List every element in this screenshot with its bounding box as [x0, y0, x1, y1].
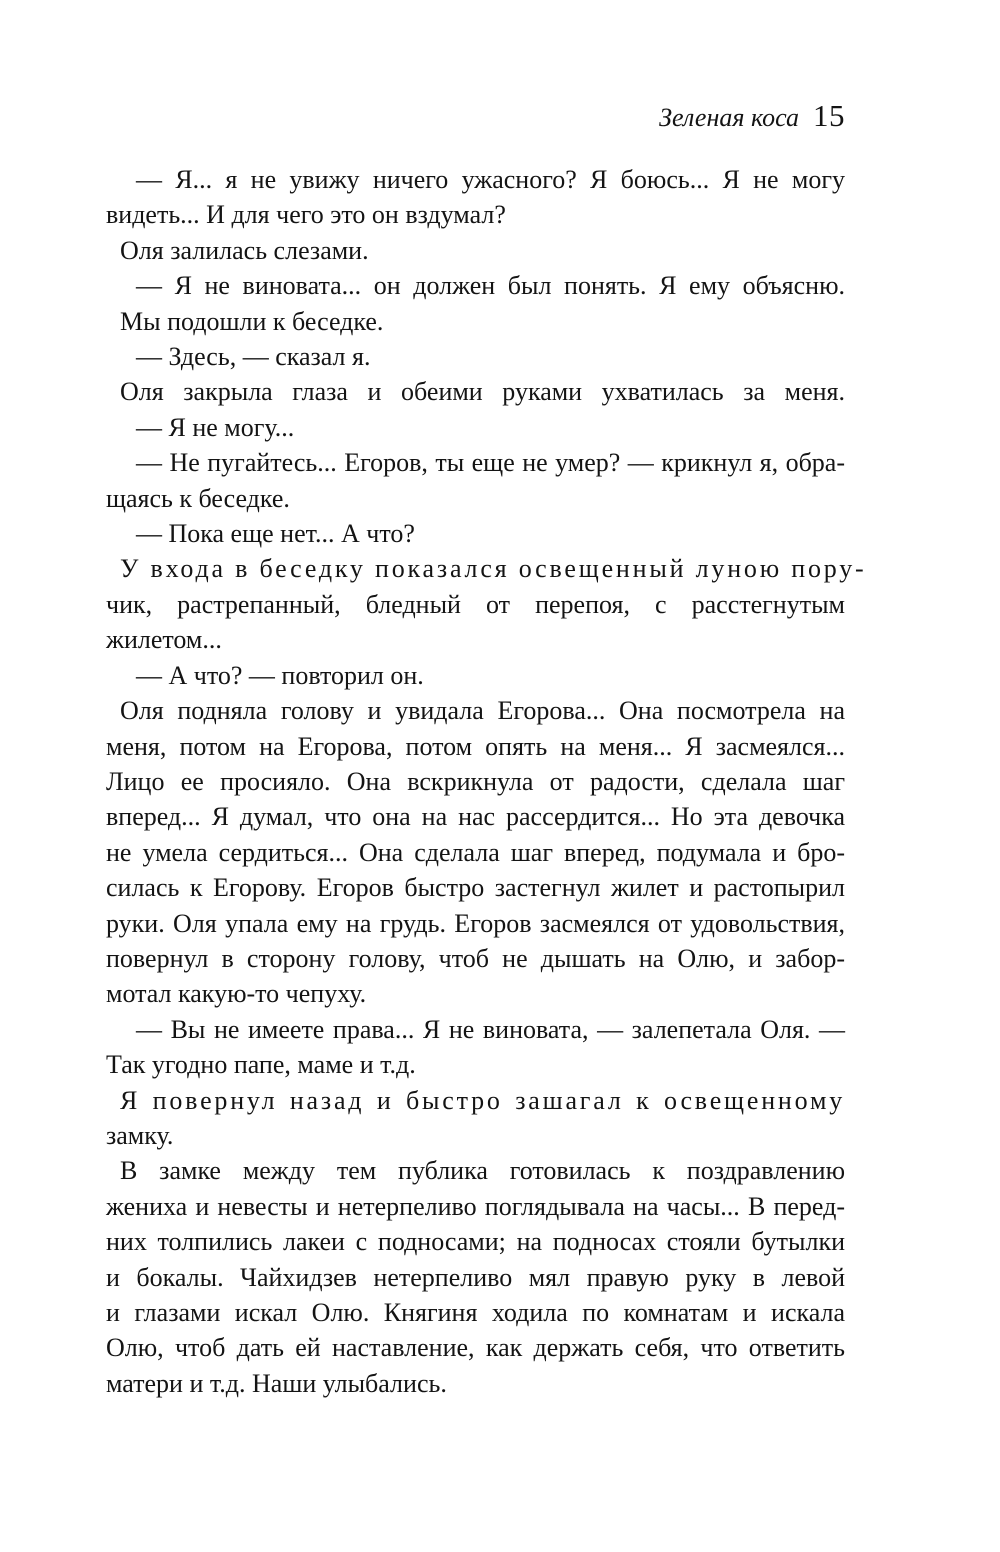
- paragraph-dialog: [106, 339, 845, 374]
- paragraph-narrative: [106, 1083, 845, 1154]
- running-title: Зеленая коса: [659, 103, 799, 132]
- paragraph-narrative: [106, 1153, 845, 1401]
- text-line: не умела сердиться... Она сделала шаг вперед, подумала и бро-: [106, 837, 845, 867]
- paragraph-dialog: [106, 410, 845, 445]
- text-line: Лицо ее просияло. Она вскрикнула от радости, сделала шаг: [106, 766, 845, 796]
- text-line: У входа в беседку показался освещенный луною пору-: [120, 554, 867, 584]
- paragraph-narrative: [106, 233, 845, 268]
- text-line: — Я... я не увижу ничего ужасного? Я боюсь... Я не могу: [136, 165, 845, 194]
- paragraph-narrative: [106, 551, 867, 657]
- text-line: мотал какую-то чепуху.: [106, 979, 367, 1009]
- text-line: матери и т.д. Наши улыбались.: [106, 1368, 447, 1398]
- text-line: Мы подошли к беседке.: [120, 306, 384, 336]
- text-line: Оля залилась слезами.: [120, 235, 369, 265]
- text-line: — А что? — повторил он.: [136, 660, 424, 690]
- text-line: жилетом...: [106, 625, 222, 655]
- text-line: видеть... И для чего это он вздумал?: [106, 200, 506, 230]
- paragraph-dialog: [106, 658, 845, 693]
- text-line: замку.: [106, 1120, 174, 1150]
- text-line: — Я не могу...: [136, 412, 295, 442]
- page-number: 15: [813, 98, 845, 133]
- text-body: [106, 162, 867, 1401]
- text-line: — Я не виновата... он должен был понять. Я ему объясню.: [136, 271, 845, 301]
- paragraph-dialog: [106, 268, 845, 303]
- text-line: них толпились лакеи с подносами; на подносах стояли бутылки: [106, 1227, 845, 1257]
- paragraph-dialog: [106, 162, 845, 233]
- paragraph-dialog: [106, 1012, 845, 1083]
- text-line: и глазами искал Олю. Княгиня ходила по комнатам и искала: [106, 1298, 845, 1327]
- text-line: чик, растрепанный, бледный от перепоя, с расстегнутым: [106, 589, 845, 619]
- paragraph-dialog: [106, 516, 845, 551]
- text-line: руки. Оля упала ему на грудь. Егоров засмеялся от удовольствия,: [106, 908, 845, 938]
- text-line: — Здесь, — сказал я.: [136, 342, 371, 372]
- paragraph-dialog: [106, 445, 845, 516]
- text-line: Так угодно папе, маме и т.д.: [106, 1050, 416, 1080]
- text-line: В замке между тем публика готовилась к поздравлению: [120, 1156, 845, 1186]
- text-line: жениха и невесты и нетерпеливо поглядывала на часы... В перед-: [106, 1191, 845, 1221]
- text-line: вперед... Я думал, что она на нас рассердится... Но эта девочка: [106, 802, 845, 832]
- text-line: силась к Егорову. Егоров быстро застегнул жилет и растопырил: [106, 873, 845, 903]
- text-line: меня, потом на Егорова, потом опять на меня... Я засмеялся...: [106, 731, 845, 761]
- text-line: Оля закрыла глаза и обеими руками ухватилась за меня.: [120, 377, 845, 407]
- running-head: [106, 100, 845, 133]
- paragraph-narrative: [106, 374, 845, 409]
- text-line: Я повернул назад и быстро зашагал к освещенному: [120, 1085, 845, 1115]
- text-line: и бокалы. Чайхидзев нетерпеливо мял правую руку в левой: [106, 1262, 845, 1292]
- text-line: — Вы не имеете права... Я не виновата, — залепетала Оля. —: [136, 1014, 845, 1044]
- text-line: Олю, чтоб дать ей наставление, как держать себя, что ответить: [106, 1333, 845, 1363]
- paragraph-narrative: [106, 304, 845, 339]
- text-line: — Не пугайтесь... Егоров, ты еще не умер? — крикнул я, обра-: [136, 448, 845, 478]
- text-line: — Пока еще нет... А что?: [136, 519, 415, 549]
- text-line: повернул в сторону голову, чтоб не дышать на Олю, и забор-: [106, 943, 845, 973]
- text-line: Оля подняла голову и увидала Егорова... Она посмотрела на: [120, 696, 845, 726]
- text-line: щаясь к беседке.: [106, 483, 290, 513]
- paragraph-narrative: [106, 693, 845, 1012]
